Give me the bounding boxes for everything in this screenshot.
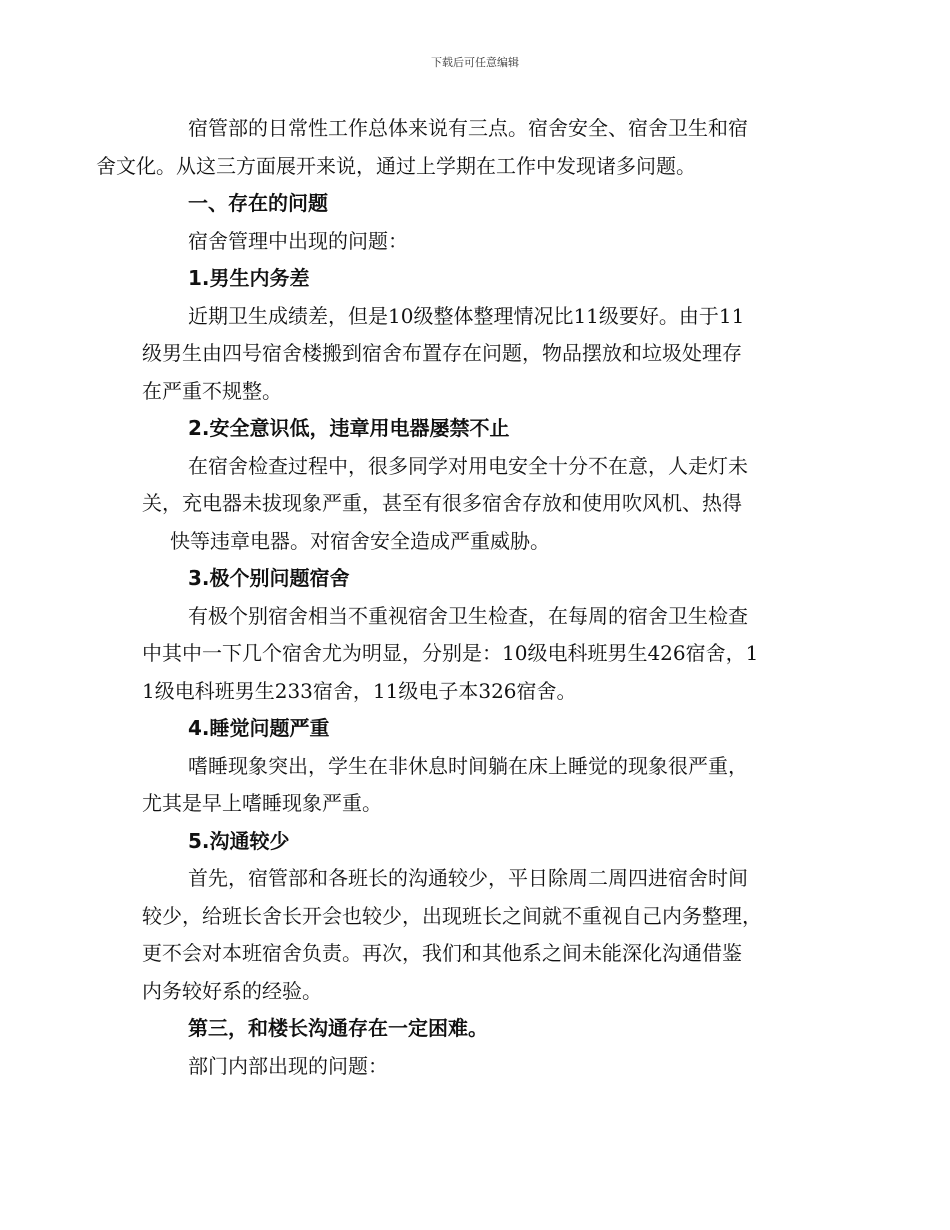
item-heading: 5.沟通较少: [188, 828, 290, 853]
text-line: 级男生由四号宿舍楼搬到宿舍布置存在问题，物品摆放和垃圾处理存: [142, 341, 742, 365]
text-line: 快等违章电器。对宿舍安全造成严重威胁。: [170, 528, 550, 553]
item-paragraph: [142, 298, 814, 411]
text-line: 尤其是早上嗜睡现象严重。: [142, 791, 382, 815]
text-line: 1级电科班男生233宿舍，11级电子本326宿舍。: [142, 678, 577, 703]
item-heading: 3.极个别问题宿舍: [188, 566, 350, 590]
text-line: 在严重不规整。: [142, 378, 282, 403]
header-note: 下载后可任意编辑: [431, 56, 519, 69]
sub-intro: 宿舍管理中出现的问题：: [188, 228, 408, 253]
item-heading: 4.睡觉问题严重: [188, 716, 330, 740]
text-line: 嗜睡现象突出，学生在非休息时间躺在床上睡觉的现象很严重，: [188, 753, 748, 778]
section-heading: 第三，和楼长沟通存在一定困难。: [188, 1016, 488, 1040]
text-line: 中其中一下几个宿舍尤为明显，分别是：10级电科班男生426宿舍，1: [142, 641, 759, 665]
item-paragraph: [142, 748, 814, 823]
item-paragraph: [142, 598, 814, 711]
text-line: 较少，给班长舍长开会也较少，出现班长之间就不重视自己内务整理，: [142, 903, 762, 928]
text-line: 内务较好系的经验。: [142, 978, 322, 1003]
text-line: 有极个别宿舍相当不重视宿舍卫生检查，在每周的宿舍卫生检查: [188, 603, 748, 628]
text-line: 宿管部的日常性工作总体来说有三点。宿舍安全、宿舍卫生和宿: [188, 116, 748, 140]
document-body: [96, 110, 814, 1085]
text-line: 近期卫生成绩差，但是10级整体整理情况比11级要好。由于11: [188, 303, 745, 328]
dept-intro: 部门内部出现的问题：: [188, 1053, 388, 1078]
item-paragraph: [142, 448, 814, 561]
text-line: 在宿舍检查过程中，很多同学对用电安全十分不在意，人走灯未: [188, 453, 748, 478]
item-paragraph: [142, 860, 814, 1010]
item-heading: 1.男生内务差: [188, 266, 310, 290]
intro-paragraph: [96, 110, 814, 185]
text-line: 首先，宿管部和各班长的沟通较少，平日除周二周四进宿舍时间: [188, 866, 748, 890]
section-heading: 一、存在的问题: [188, 191, 328, 215]
text-line: 更不会对本班宿舍负责。再次，我们和其他系之间未能深化沟通借鉴: [142, 941, 742, 965]
text-line: 舍文化。从这三方面展开来说，通过上学期在工作中发现诸多问题。: [96, 153, 696, 178]
text-line: 关，充电器未拔现象严重，甚至有很多宿舍存放和使用吹风机、热得: [142, 491, 742, 515]
item-heading: 2.安全意识低，违章用电器屡禁不止: [188, 416, 510, 440]
